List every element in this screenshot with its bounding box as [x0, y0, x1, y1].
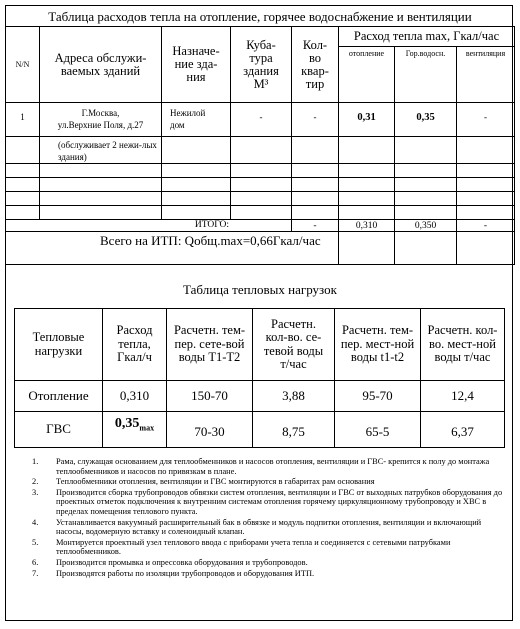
- header-network-temp: Расчетн. тем-пер. сете-вой воды Т1-Т2: [167, 309, 253, 381]
- row1-address-street: ул.Верхние Поля, д.27: [57, 120, 144, 130]
- heat-loads-table: [14, 308, 505, 448]
- table1-title: Таблица расходов тепла на отопление, горячее водоснабжение и вентиляции: [48, 9, 472, 24]
- note-item: 1. Рама, служащая основанием для теплообменников и насосов отопления, вентиляции и ГВС- крепится к полу до монтажа теплообменников и насосов по привязкам в плане.: [32, 457, 490, 476]
- header-local-temp: Расчетн. тем-пер. мест-ной воды t1-t2: [335, 309, 421, 381]
- load-hot-water-local-temp: 65-5: [335, 412, 421, 448]
- total-ventilation: -: [457, 220, 515, 232]
- load-heating-name: Отопление: [15, 381, 103, 412]
- table2-title: Таблица тепловых нагрузок: [183, 282, 337, 297]
- row1-apartments: -: [292, 103, 339, 137]
- load-hot-water-network-qty: 8,75: [253, 412, 335, 448]
- total-label: ИТОГО:: [6, 220, 292, 232]
- load-hot-water-name: ГВС: [15, 412, 103, 448]
- header-nn: N/N: [6, 27, 40, 103]
- header-heat-max: Расход тепла max, Гкал/час: [339, 27, 515, 47]
- row1-heating: 0,31: [339, 103, 395, 137]
- header-apartments: Кол-во квар-тир: [292, 27, 339, 103]
- total-hot-water: 0,350: [395, 220, 457, 232]
- heat-consumption-table: [5, 26, 515, 265]
- header-hot-water: Гор.водосн.: [395, 47, 457, 103]
- note-item: 3. Производится сборка трубопроводов обвязки систем отопления, вентиляции и ГВС от выходных патрубков оборудования до проектных отметок подключения к внутренним системам отопления горячему циркуляционному трубопроводу и ХВС в пределах помещения теплового пункта.: [32, 487, 503, 516]
- load-heating-network-qty: 3,88: [253, 381, 335, 412]
- total-row: [6, 220, 515, 232]
- total-apartments: -: [292, 220, 339, 232]
- header-volume: Куба-тура здания М³: [231, 27, 292, 103]
- load-heating-flow: 0,310: [103, 381, 167, 412]
- table-row: [6, 103, 515, 137]
- note-item: 4. Устанавливается вакуумный расширительный бак в обвязке и модуль подпитки отопления, вентиляции и включающий насосы, водомерную вставку и соленоидный клапан.: [32, 517, 482, 537]
- load-hot-water-flow-sub: max: [139, 423, 155, 433]
- row1-volume: -: [231, 103, 292, 137]
- header-network-water-qty: Расчетн. кол-во. се-тевой воды т/час: [253, 309, 335, 381]
- row1-nn: 1: [6, 103, 40, 137]
- load-hot-water-network-temp: 70-30: [167, 412, 253, 448]
- header-address: Адреса обслужи-ваемых зданий: [40, 27, 162, 103]
- table-row: [15, 381, 505, 412]
- table-row: [15, 412, 505, 448]
- load-heating-local-qty: 12,4: [421, 381, 505, 412]
- total-heating: 0,310: [339, 220, 395, 232]
- installation-notes: [32, 457, 510, 579]
- header-load-name: Тепловые нагрузки: [15, 309, 103, 381]
- header-local-water-qty: Расчетн. кол-во. мест-ной воды т/час: [421, 309, 505, 381]
- note-item: 5. Монтируется проектный узел теплового ввода с приборами учета тепла и соединяется с сетевыми патрубками теплообменников.: [32, 537, 451, 557]
- header-ventilation: вентиляция: [457, 47, 515, 103]
- load-hot-water-local-qty: 6,37: [421, 412, 505, 448]
- header-heating: отопление: [339, 47, 395, 103]
- load-heating-network-temp: 150-70: [167, 381, 253, 412]
- note-item: 2. Теплообменники отопления, вентиляции и ГВС монтируются в габаритах рам основания: [32, 477, 375, 487]
- row2-note: (обслуживает 2 нежи-лых здания): [40, 137, 162, 164]
- row1-purpose: Нежилой дом: [162, 103, 231, 137]
- load-hot-water-flow: 0,35: [114, 416, 140, 431]
- note-item: 6. Производится промывка и опрессовка оборудования и трубопроводов.: [32, 557, 308, 567]
- row1-hot-water: 0,35: [395, 103, 457, 137]
- load-hot-water-flow-cell: [103, 412, 167, 448]
- document-frame: [5, 5, 513, 621]
- table-row: [6, 137, 515, 164]
- row1-address-city: Г.Москва,: [81, 108, 120, 118]
- header-heat-flow: Расход тепла, Гкал/ч: [103, 309, 167, 381]
- row1-ventilation: -: [457, 103, 515, 137]
- note-item: 7. Производятся работы по изоляции трубопроводов и оборудования ИТП.: [32, 568, 315, 578]
- header-purpose: Назначе-ние зда-ния: [162, 27, 231, 103]
- summary-total: Всего на ИТП: Qобщ.max=0,66Гкал/час: [6, 232, 339, 265]
- load-heating-local-temp: 95-70: [335, 381, 421, 412]
